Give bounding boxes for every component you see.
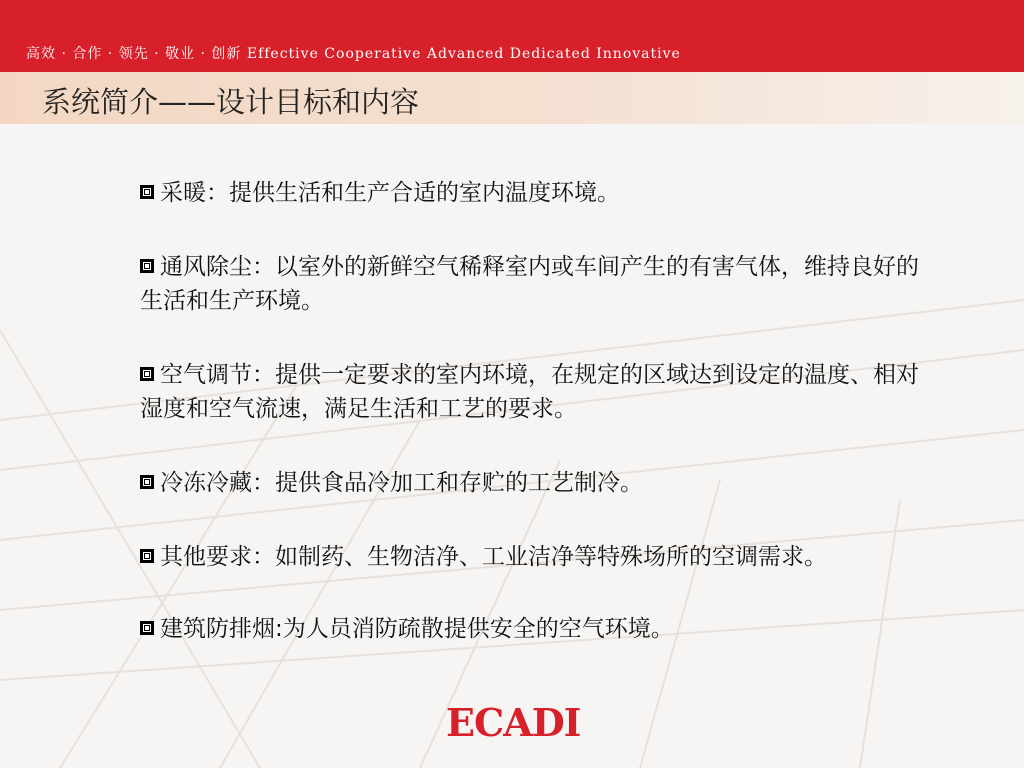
ecadi-logo: ECADI <box>446 700 581 745</box>
checkbox-bullet-icon <box>140 549 154 563</box>
list-item-text: 通风除尘：以室外的新鲜空气稀释室内或车间产生的有害气体，维持良好的生活和生产环境。 <box>140 254 919 314</box>
checkbox-bullet-icon <box>140 367 154 381</box>
list-item-text: 其他要求：如制药、生物洁净、工业洁净等特殊场所的空调需求。 <box>160 544 827 570</box>
list-item-text: 冷冻冷藏：提供食品冷加工和存贮的工艺制冷。 <box>160 470 643 496</box>
page-title: 系统简介——设计目标和内容 <box>42 85 420 119</box>
list-item <box>140 358 940 426</box>
list-item <box>140 612 940 646</box>
list-item <box>140 176 940 210</box>
checkbox-bullet-icon <box>140 621 154 635</box>
list-item-text: 建筑防排烟:为人员消防疏散提供安全的空气环境。 <box>160 616 674 642</box>
checkbox-bullet-icon <box>140 259 154 273</box>
list-item-text: 采暖：提供生活和生产合适的室内温度环境。 <box>160 180 620 206</box>
company-slogan: 高效 · 合作 · 领先 · 敬业 · 创新 Effective Cooperative Advanced Dedicated Innovative <box>26 46 681 62</box>
list-item <box>140 250 940 318</box>
list-item <box>140 466 940 500</box>
list-item <box>140 540 940 574</box>
checkbox-bullet-icon <box>140 185 154 199</box>
content-list <box>140 176 940 686</box>
header-bar <box>0 0 1024 72</box>
list-item-text: 空气调节：提供一定要求的室内环境，在规定的区域达到设定的温度、相对湿度和空气流速，满足生活和工艺的要求。 <box>140 362 919 422</box>
checkbox-bullet-icon <box>140 475 154 489</box>
